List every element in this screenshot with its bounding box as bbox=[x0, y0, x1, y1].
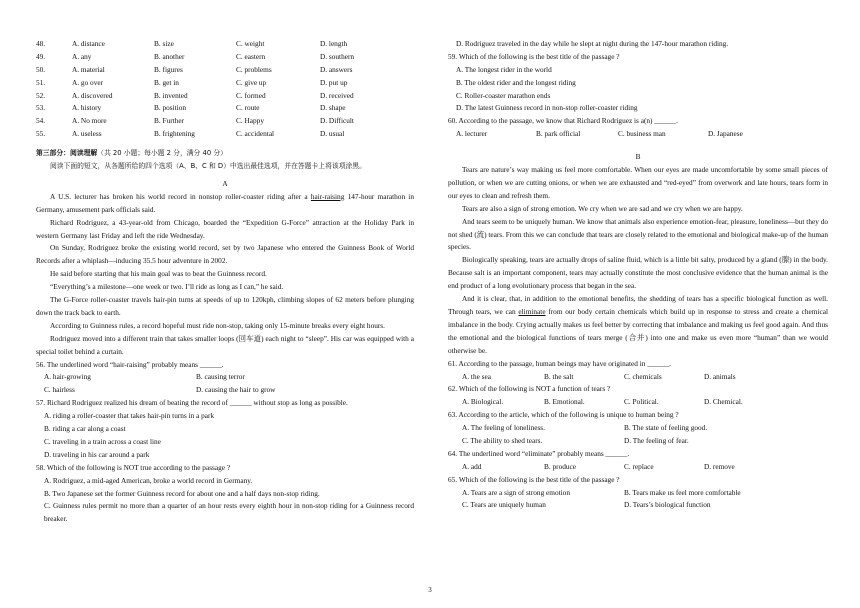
q62-option-b: B. Emotional. bbox=[544, 397, 585, 407]
q64-option-b: B. produce bbox=[544, 461, 577, 471]
question-63-stem: 63. According to the article, which of the following is unique to human being ? bbox=[448, 410, 679, 420]
passage-a-paragraph-4: He said before starting that his main goal was to beat the Guinness record. bbox=[50, 269, 267, 279]
cloze-row bbox=[36, 90, 414, 103]
cloze-option-a: A. history bbox=[72, 103, 102, 113]
q57-option-a: A. riding a roller-coaster that takes hair-pin turns in a park bbox=[44, 411, 215, 421]
section-3-heading bbox=[36, 147, 414, 160]
cloze-option-a: A. any bbox=[72, 51, 92, 61]
section-3-note: （共 20 小题；每小题 2 分，满分 40 分） bbox=[97, 149, 227, 158]
q60-option-b: B. park official bbox=[536, 129, 581, 139]
cloze-row bbox=[36, 64, 414, 77]
question-65-options-row-2 bbox=[448, 499, 828, 512]
cloze-option-c: C. route bbox=[236, 103, 260, 113]
cloze-question-number: 50. bbox=[36, 64, 46, 74]
q61-option-b: B. the salt bbox=[544, 371, 574, 381]
q58-option-b: B. Two Japanese set the former Guinness record for about one and a half days non-stop riding. bbox=[44, 488, 320, 498]
passage-b-p5-text: And it is clear, that, in addition to the emotional benefits, the shedding of tears has a specific biological function as well. Through tears, we can bbox=[448, 294, 828, 316]
q64-option-d: D. remove bbox=[704, 461, 735, 471]
passage-a-paragraph-6: The G-Force roller-coaster travels hair-pin turns at speeds of up to 120kph, climbing slopes of 62 meters before plunging down the track back to earth. bbox=[36, 295, 414, 317]
q61-option-d: D. animals bbox=[704, 371, 736, 381]
q63-option-c: C. The ability to shed tears. bbox=[462, 435, 543, 445]
cloze-question-number: 49. bbox=[36, 51, 46, 61]
q62-option-d: D. Chemical. bbox=[704, 397, 743, 407]
q57-option-c: C. traveling in a train across a coast line bbox=[44, 436, 161, 446]
cloze-question-number: 52. bbox=[36, 90, 46, 100]
q60-option-a: A. lecturer bbox=[456, 129, 488, 139]
question-63-options-row-2 bbox=[448, 435, 828, 448]
q61-option-a: A. the sea bbox=[462, 371, 491, 381]
question-63-options-row-1 bbox=[448, 422, 828, 435]
q59-option-b: B. The oldest rider and the longest riding bbox=[456, 77, 576, 87]
cloze-option-b: B. size bbox=[154, 39, 174, 48]
cloze-question-number: 54. bbox=[36, 116, 46, 126]
q59-option-a: A. The longest rider in the world bbox=[456, 64, 552, 74]
question-64-stem: 64. The underlined word “eliminate” probably means ______. bbox=[448, 448, 630, 458]
q57-option-b: B. riding a car along a coast bbox=[44, 424, 126, 434]
cloze-option-a: A. No more bbox=[72, 116, 107, 126]
passage-b-paragraph-1: Tears are nature’s way making us feel more comfortable. When our eyes are made uncomfortable by some small pieces of pollution, or when we are cutting onions, or when we are exhausted and “red-eyed” from overwork and late hours, tears form in our eyes to clean and refresh them. bbox=[448, 165, 828, 200]
q59-option-c: C. Roller-coaster marathon ends bbox=[456, 90, 551, 100]
q62-option-c: C. Political. bbox=[624, 397, 659, 407]
cloze-question-number: 51. bbox=[36, 77, 46, 87]
cloze-option-d: D. Difficult bbox=[320, 116, 354, 126]
passage-b-paragraph-4: Biologically speaking, tears are actually drops of saline fluid, which is a little bit salty, produced by a gland (腺) in the body. Because salt is an important component, tears may actually constitute the most conclusive evidence that the human animal is the end product of a long evolutionary process that began in the sea. bbox=[448, 255, 828, 291]
passage-a-paragraph-2: Richard Rodriguez, a 43-year-old from Chicago, boarded the “Expedition G-Force” attraction at the Holiday Park in western Germany last Friday and left the ride Wednesday. bbox=[36, 217, 414, 240]
q60-option-d: D. Japanese bbox=[708, 129, 743, 139]
passage-a-paragraph-7: According to Guinness rules, a record hopeful must ride non-stop, taking only 15-minute breaks every eight hours. bbox=[50, 320, 385, 330]
q65-option-b: B. Tears make us feel more comfortable bbox=[624, 487, 741, 497]
cloze-row bbox=[36, 51, 414, 64]
cloze-option-d: D. shape bbox=[320, 103, 346, 113]
q58-option-d: D. Rodriguez traveled in the day while he slept at night during the 147-hour marathon riding. bbox=[456, 39, 729, 48]
q64-option-c: C. replace bbox=[624, 461, 654, 471]
cloze-option-a: A. distance bbox=[72, 39, 105, 48]
cloze-row bbox=[36, 128, 414, 141]
cloze-option-a: A. useless bbox=[72, 129, 102, 139]
underlined-word-eliminate: eliminate bbox=[518, 306, 546, 316]
cloze-question-number: 53. bbox=[36, 103, 46, 113]
cloze-option-c: C. formed bbox=[236, 90, 266, 100]
question-61-stem: 61. According to the passage, human beings may have originated in ______. bbox=[448, 358, 671, 368]
q57-option-d: D. traveling in his car around a park bbox=[44, 449, 150, 459]
q56-option-d: D. causing the hair to grow bbox=[196, 385, 276, 395]
q64-option-a: A. add bbox=[462, 461, 482, 471]
q62-option-a: A. Biological. bbox=[462, 397, 504, 407]
q56-option-b: B. causing terror bbox=[196, 372, 245, 382]
cloze-option-d: D. usual bbox=[320, 129, 345, 139]
cloze-row bbox=[36, 115, 414, 128]
question-61-options bbox=[448, 371, 828, 384]
cloze-option-b: B. invented bbox=[154, 90, 188, 100]
passage-a-paragraph-1 bbox=[36, 191, 414, 217]
question-65-stem: 65. Which of the following is the best title of the passage ? bbox=[448, 474, 620, 484]
q56-option-c: C. hairless bbox=[44, 385, 75, 395]
question-56-options-row-1 bbox=[36, 371, 414, 384]
cloze-option-c: C. eastern bbox=[236, 51, 266, 61]
section-3-instruction: 阅读下面的短文，从各题所给的四个选项（A、B、C 和 D）中选出最佳选项，并在答题卡上将该项涂黑。 bbox=[50, 162, 366, 171]
cloze-option-b: B. frightening bbox=[154, 129, 195, 139]
passage-b-paragraph-3: And tears seem to be uniquely human. We know that animals also experience emotion-fear, pleasure, loneliness—but they do not shed (流) tears. From this we can conclude that tears are closely related to the emotional and biological make-up of the human species. bbox=[448, 216, 828, 252]
question-64-options bbox=[448, 461, 828, 474]
cloze-option-b: B. Further bbox=[154, 116, 184, 126]
passage-a-p1-text-end: 147-hour marathon in Germany, amusement park officials said. bbox=[36, 191, 414, 214]
question-60-stem: 60. According to the passage, we know that Richard Rodriguez is a(n) ______. bbox=[448, 116, 679, 126]
cloze-option-b: B. figures bbox=[154, 64, 183, 74]
cloze-option-a: A. material bbox=[72, 64, 105, 74]
question-56-options-row-2 bbox=[36, 384, 414, 397]
q59-option-d: D. The latest Guinness record in non-stop roller-coaster riding bbox=[456, 103, 638, 113]
passage-b-p5-text-end: from our body certain chemicals which build up in response to stress and create a chemical imbalance in the body. Crying actually makes us feel better by correcting that imbalance and making us feel good again. And thus the emotional and the biological functions of tears merge (合并) into one and make us even more “human” than we would otherwise be. bbox=[448, 306, 828, 355]
cloze-option-d: D. answers bbox=[320, 64, 353, 74]
passage-a-paragraph-5: “Everything’s a milestone—one week or two. I’ll ride as long as I can,” he said. bbox=[50, 282, 284, 292]
section-3-title: 第三部分：阅读理解 bbox=[36, 149, 98, 158]
question-65-options-row-1 bbox=[448, 487, 828, 500]
underlined-word-hair-raising: hair-raising bbox=[310, 191, 345, 201]
q61-option-c: C. chemicals bbox=[624, 371, 662, 381]
cloze-row bbox=[36, 102, 414, 115]
q63-option-b: B. The state of feeling good. bbox=[624, 423, 708, 433]
cloze-option-c: C. weight bbox=[236, 39, 265, 48]
cloze-option-a: A. go over bbox=[72, 77, 104, 87]
passage-b-label: B bbox=[635, 152, 641, 162]
cloze-option-d: D. southern bbox=[320, 51, 355, 61]
q56-option-a: A. hair-growing bbox=[44, 372, 91, 382]
cloze-option-c: C. give up bbox=[236, 77, 267, 87]
passage-a-paragraph-8: Rodriguez moved into a different train that takes smaller loops (回车道) each night to “sleep”. His car was equipped with a special toilet behind a curtain. bbox=[36, 333, 414, 356]
q63-option-d: D. The feeling of fear. bbox=[624, 435, 689, 445]
cloze-option-b: B. get in bbox=[154, 77, 179, 87]
question-56-stem: 56. The underlined word “hair-raising” probably means ______. bbox=[36, 359, 224, 369]
question-60-options bbox=[448, 128, 828, 141]
cloze-option-c: C. Happy bbox=[236, 116, 264, 126]
question-59-stem: 59. Which of the following is the best title of the passage ? bbox=[448, 51, 620, 61]
cloze-option-c: C. accidental bbox=[236, 129, 275, 139]
passage-a-paragraph-3: On Sunday, Rodriguez broke the existing world record, set by two Japanese who entered the Guinness Book of World Records after a whiplash—inducing 35.5 hour adventure in 2002. bbox=[36, 243, 414, 266]
cloze-option-c: C. problems bbox=[236, 64, 272, 74]
question-57-stem: 57. Richard Rodriguez realized his dream of beating the record of ______ without stop as long as possible. bbox=[36, 398, 348, 408]
cloze-option-d: D. received bbox=[320, 90, 354, 100]
q65-option-c: C. Tears are uniquely human bbox=[462, 500, 546, 510]
cloze-question-number: 48. bbox=[36, 39, 46, 48]
passage-a-label: A bbox=[222, 178, 228, 188]
q63-option-a: A. The feeling of loneliness. bbox=[462, 423, 545, 433]
page-number: 3 bbox=[428, 586, 432, 594]
q60-option-c: C. business man bbox=[618, 129, 666, 139]
cloze-option-b: B. another bbox=[154, 51, 185, 61]
cloze-option-a: A. discovered bbox=[72, 90, 113, 100]
question-62-stem: 62. Which of the following is NOT a function of tears ? bbox=[448, 384, 611, 394]
left-column bbox=[36, 38, 414, 526]
cloze-question-number: 55. bbox=[36, 129, 46, 139]
cloze-options-list bbox=[36, 38, 414, 141]
cloze-option-b: B. position bbox=[154, 103, 187, 113]
question-58-stem: 58. Which of the following is NOT true according to the passage ? bbox=[36, 462, 231, 472]
q65-option-d: D. Tears’s biological function bbox=[624, 500, 711, 510]
passage-b-paragraph-5 bbox=[448, 293, 828, 358]
question-62-options bbox=[448, 396, 828, 409]
passage-a-p1-text: A U.S. lecturer has broken his world record in nonstop roller-coaster riding after a bbox=[50, 191, 311, 201]
cloze-row bbox=[36, 77, 414, 90]
cloze-option-d: D. put up bbox=[320, 77, 348, 87]
q58-option-a: A. Rodriguez, a mid-aged American, broke a world record in Germany. bbox=[44, 475, 253, 485]
q65-option-a: A. Tears are a sign of strong emotion bbox=[462, 487, 570, 497]
right-column bbox=[448, 38, 828, 512]
passage-b-paragraph-2: Tears are also a sign of strong emotion. We cry when we are sad and we cry when we are happy. bbox=[462, 203, 743, 213]
cloze-option-d: D. length bbox=[320, 39, 348, 48]
q58-option-c: C. Guinness rules permit no more than a quarter of an hour rests every eighth hour in non-stop riding for a Guinness record breaker. bbox=[44, 501, 414, 524]
cloze-row bbox=[36, 38, 414, 51]
